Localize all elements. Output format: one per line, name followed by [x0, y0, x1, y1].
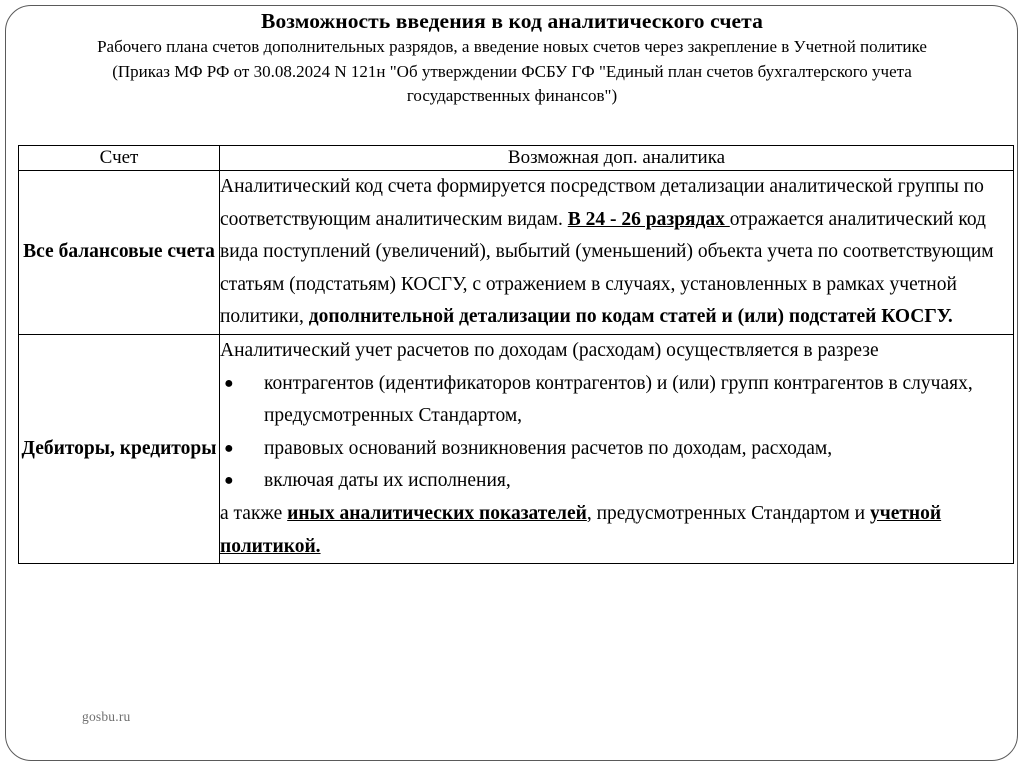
- column-header-account: Счет: [19, 146, 220, 171]
- analytics-table: [18, 145, 1014, 564]
- header-block: [18, 8, 1006, 109]
- list-item-label: контрагентов (идентификаторов контрагентов) и (или) групп контрагентов в случаях, предусмотренных Стандартом,: [264, 372, 973, 427]
- table-row: [19, 334, 1014, 563]
- table-row: [19, 171, 1014, 335]
- analytics-paragraph-0-segment-2: отражается аналитический код вида поступлений (увеличений), выбытий (уменьшений) объекта учета по соответствующим статьям (подстатьям) КОСГУ, с отражением в случаях, установленных в рамках учетной политики,: [220, 208, 994, 328]
- page-title: Возможность введения в код аналитического счета: [261, 9, 763, 33]
- analytics-closing-paragraph-0-segment-2: , предусмотренных Стандартом и: [586, 502, 870, 524]
- bullet-dot-icon: ●: [224, 374, 234, 392]
- analytics-paragraph-0-segment-1: В 24 - 26 разрядах: [567, 208, 730, 230]
- bullet-dot-icon: ●: [224, 472, 234, 490]
- source-watermark: gosbu.ru: [82, 709, 131, 724]
- analytics-paragraph-0-segment-0: Аналитический учет расчетов по доходам (расходам) осуществляется в разрезе: [220, 339, 879, 361]
- analytics-closing-paragraph-0-segment-3: учетной политикой.: [220, 502, 942, 557]
- subtitle-line-1: Рабочего плана счетов дополнительных разрядов, а введение новых счетов через закрепление в Учетной политике: [97, 37, 927, 56]
- list-item: [220, 368, 1013, 433]
- table-body: [19, 171, 1014, 564]
- cell-account-name: Дебиторы, кредиторы: [19, 334, 220, 563]
- analytics-paragraph-0-segment-3: дополнительной детализации по кодам статей и (или) подстатей КОСГУ.: [308, 306, 953, 328]
- subtitle-line-2: (Приказ МФ РФ от 30.08.2024 N 121н "Об утверждении ФСБУ ГФ "Единый план счетов бухгалтерского учета: [112, 61, 912, 81]
- analytics-closing-paragraph-0-segment-0: а также: [220, 502, 288, 524]
- list-item: [220, 433, 1013, 466]
- analytics-table-wrap: [18, 145, 1013, 564]
- column-header-analytics: Возможная доп. аналитика: [220, 146, 1014, 171]
- bullet-dot-icon: ●: [224, 439, 234, 457]
- subtitle-line-3: государственных финансов"): [406, 86, 618, 105]
- analytics-paragraph-0: [220, 335, 1013, 368]
- list-item: [220, 465, 1013, 498]
- cell-analytics-description: [220, 334, 1014, 563]
- list-item-label: включая даты их исполнения,: [264, 470, 511, 492]
- analytics-bullet-list: [220, 368, 1013, 498]
- analytics-paragraph-0: [220, 171, 1013, 334]
- cell-analytics-description: [220, 171, 1014, 335]
- cell-account-name: Все балансовые счета: [19, 171, 220, 335]
- list-item-label: правовых оснований возникновения расчетов по доходам, расходам,: [264, 437, 833, 459]
- analytics-paragraph-0-segment-0: Аналитический код счета формируется посредством детализации аналитической группы по соответствующим аналитическим видам.: [220, 176, 984, 230]
- analytics-closing-paragraph-0-segment-1: иных аналитических показателей: [287, 502, 587, 524]
- analytics-closing-paragraph-0: [220, 498, 1013, 563]
- table-header-row: [19, 146, 1014, 171]
